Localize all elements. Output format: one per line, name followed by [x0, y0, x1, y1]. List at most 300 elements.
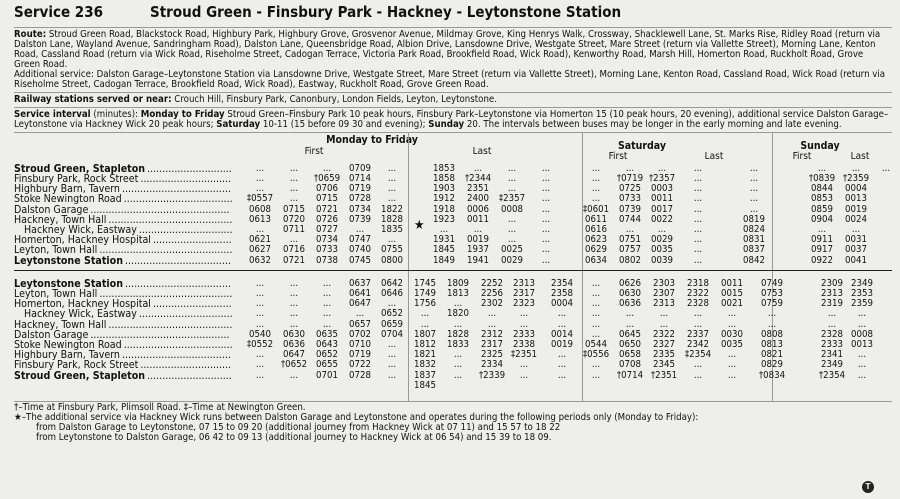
empty-cell: ...: [541, 203, 551, 215]
time-cell: 1923: [433, 213, 455, 225]
time-cell: 2341: [821, 349, 843, 361]
time-cell: 0711: [283, 223, 305, 235]
leader-dots: ....................................: [121, 349, 231, 362]
time-cell: 1912: [433, 193, 455, 205]
time-cell: 1756: [414, 298, 436, 310]
time-cell: 0842: [743, 254, 765, 266]
interval-sun-text: 20. The intervals between buses may be longer in the early morning and late evening.: [466, 118, 842, 130]
time-cell: 0751: [619, 234, 641, 246]
time-cell: 2318: [687, 277, 709, 289]
empty-cell: ...: [749, 162, 759, 174]
stop-name: Stroud Green, Stapleton: [14, 369, 146, 382]
empty-cell: ...: [693, 172, 703, 184]
time-cell: 0755: [381, 244, 403, 256]
stop-name: Highbury Barn, Tavern: [14, 183, 120, 196]
empty-cell: ...: [727, 308, 737, 320]
empty-cell: ...: [322, 287, 332, 299]
leader-dots: ............................: [147, 162, 232, 175]
empty-cell: ...: [693, 308, 703, 320]
time-cell: 1749: [414, 287, 436, 299]
time-cell: 2313: [653, 298, 675, 310]
time-cell: 1821: [414, 349, 436, 361]
time-cell: 1813: [447, 287, 469, 299]
time-cell: 2335: [653, 349, 675, 361]
time-cell: 0011: [721, 277, 743, 289]
time-cell: 0728: [349, 193, 371, 205]
empty-cell: ...: [387, 162, 397, 174]
time-cell: 0813: [761, 338, 783, 350]
empty-cell: ...: [857, 359, 867, 371]
time-cell: 0714: [349, 172, 371, 184]
time-cell: 0643: [316, 338, 338, 350]
footnote-star: ★–The additional service via Hackney Wick runs between Dalston Garage and Leytonstone and operates during the following periods only (Monday to Friday):: [14, 411, 699, 423]
time-cell: 2342: [687, 338, 709, 350]
empty-cell: ...: [591, 308, 601, 320]
time-cell: 0808: [761, 328, 783, 340]
rail-section: [14, 93, 892, 108]
time-cell: 0721: [316, 203, 338, 215]
empty-cell: ...: [439, 223, 449, 235]
additional-service-star: ★: [414, 217, 425, 233]
time-cell: 1858: [433, 172, 455, 184]
time-cell: 2252: [481, 277, 503, 289]
time-cell: 0753: [761, 287, 783, 299]
empty-cell: ...: [507, 183, 517, 195]
sat-first-label: First: [608, 150, 628, 162]
time-cell: 0745: [349, 254, 371, 266]
time-cell: 2309: [821, 277, 843, 289]
time-cell: 0019: [551, 338, 573, 350]
mf-last-label: Last: [472, 145, 492, 157]
leader-dots: ...............................: [138, 308, 233, 321]
empty-cell: ...: [387, 298, 397, 310]
time-cell: 0652: [316, 349, 338, 361]
time-cell: 0658: [619, 349, 641, 361]
empty-cell: ...: [541, 193, 551, 205]
time-cell: 2307: [653, 287, 675, 299]
time-cell: 0015: [721, 287, 743, 299]
time-cell: 0630: [619, 287, 641, 299]
empty-cell: ...: [541, 244, 551, 256]
group-header-sun: Sunday: [800, 139, 840, 152]
time-cell: 0008: [501, 203, 523, 215]
time-cell: 2358: [551, 287, 573, 299]
time-cell: 0747: [349, 234, 371, 246]
stop-name: Dalston Garage: [14, 328, 89, 341]
time-cell: 0734: [349, 203, 371, 215]
empty-cell: ...: [541, 254, 551, 266]
logo-icon: T: [862, 481, 874, 493]
empty-cell: ...: [657, 162, 667, 174]
interval-mf-label: Monday to Friday: [140, 108, 225, 120]
footnotes: [14, 402, 892, 443]
empty-cell: ...: [255, 308, 265, 320]
time-cell: 0725: [619, 183, 641, 195]
interval-mf-text: Stroud Green–Finsbury Park 10 peak hours, Finsbury Park–Leytonstone via Homerton 15 (10 peak hours, 20 evening), additional service Dalston Garage–Leytonstone via Hackney Wick 20 peak hours;: [14, 108, 889, 130]
time-cell: 0613: [249, 213, 271, 225]
time-cell: 1832: [414, 359, 436, 371]
time-cell: 2256: [481, 287, 503, 299]
divider: [408, 133, 409, 401]
leader-dots: ..........................: [152, 298, 232, 311]
time-cell: 0917: [811, 244, 833, 256]
empty-cell: ...: [693, 162, 703, 174]
time-cell: 0744: [619, 213, 641, 225]
time-cell: 1822: [381, 203, 403, 215]
time-cell: 1812: [414, 338, 436, 350]
empty-cell: ...: [453, 349, 463, 361]
empty-cell: ...: [727, 349, 737, 361]
route-section: [14, 28, 892, 93]
interval-unit: (minutes):: [93, 108, 138, 120]
stop-name: Hackney, Town Hall: [14, 213, 107, 226]
time-cell: 0657: [349, 318, 371, 330]
empty-cell: ...: [289, 308, 299, 320]
time-cell: 0709: [349, 162, 371, 174]
time-cell: 0645: [619, 328, 641, 340]
time-cell: 0626: [619, 277, 641, 289]
time-cell: 0719: [349, 349, 371, 361]
additional-service-text: Additional service: Dalston Garage–Leytonstone Station via Lansdowne Drive, Westgate Street, Mare Street (return via Vallette Street), Morning Lane, Kenton Road, Cassland Road, Wick Road (return via Riseholme Street, Cadogan Terrace, Brookfield Road, Wick Road), Eastway, Ruckholt Road, Grove Green Road.: [14, 68, 886, 90]
time-cell: 2354: [551, 277, 573, 289]
leader-dots: .........................................: [108, 318, 233, 331]
empty-cell: ...: [591, 172, 601, 184]
time-cell: 0702: [349, 328, 371, 340]
empty-cell: ...: [507, 162, 517, 174]
time-cell: ‡2354: [684, 349, 712, 361]
stop-name: Hackney, Town Hall: [14, 318, 107, 331]
time-cell: 0636: [619, 298, 641, 310]
time-cell: 1837: [414, 369, 436, 381]
time-cell: 1807: [414, 328, 436, 340]
stop-name: Leyton, Town Hall: [14, 287, 98, 300]
empty-cell: ...: [749, 183, 759, 195]
time-cell: 0829: [761, 359, 783, 371]
time-cell: 0831: [743, 234, 765, 246]
empty-cell: ...: [749, 193, 759, 205]
stop-name: Leyton, Town Hall: [14, 244, 98, 257]
time-cell: 2317: [513, 287, 535, 299]
empty-cell: ...: [541, 213, 551, 225]
empty-cell: ...: [659, 308, 669, 320]
empty-cell: ...: [507, 234, 517, 246]
empty-cell: ...: [255, 183, 265, 195]
time-cell: 0031: [845, 234, 867, 246]
empty-cell: ...: [487, 308, 497, 320]
empty-cell: ...: [625, 308, 635, 320]
time-cell: 2319: [821, 298, 843, 310]
route-title: Stroud Green - Finsbury Park - Hackney - Leytonstone Station: [150, 3, 622, 21]
empty-cell: ...: [289, 234, 299, 246]
time-cell: 0853: [811, 193, 833, 205]
leader-dots: ..............................................: [90, 328, 230, 341]
time-cell: 0544: [585, 338, 607, 350]
empty-cell: ...: [541, 183, 551, 195]
empty-cell: ...: [255, 277, 265, 289]
time-cell: 0611: [585, 213, 607, 225]
stop-name: Hackney Wick, Eastway: [24, 308, 137, 321]
time-cell: 0632: [249, 254, 271, 266]
empty-cell: ...: [387, 172, 397, 184]
time-cell: 0802: [619, 254, 641, 266]
empty-cell: ...: [519, 308, 529, 320]
time-cell: 0800: [381, 254, 403, 266]
time-cell: 1828: [447, 328, 469, 340]
leader-dots: ..............................................: [90, 203, 230, 216]
time-cell: †2344: [464, 172, 492, 184]
empty-cell: ...: [557, 308, 567, 320]
time-cell: 0013: [851, 338, 873, 350]
time-cell: 1853: [433, 162, 455, 174]
empty-cell: ...: [289, 183, 299, 195]
time-cell: 0647: [283, 349, 305, 361]
time-cell: †0719: [616, 172, 644, 184]
time-cell: 0035: [651, 244, 673, 256]
time-cell: 1849: [433, 254, 455, 266]
time-cell: 0739: [619, 203, 641, 215]
empty-cell: ...: [289, 172, 299, 184]
empty-cell: ...: [387, 234, 397, 246]
stop-name: Stroud Green, Stapleton: [14, 162, 146, 175]
time-cell: 0726: [316, 213, 338, 225]
route-text: Stroud Green Road, Blackstock Road, Highbury Park, Highbury Grove, Grosvenor Avenue, Mildmay Grove, King Henrys Walk, Crossway, Shacklewell Lane, St. Marks Rise, Ridley Road (return via Dalston Lane, Wayland Avenue, Sandringham Road), Dalston Lane, Queensbridge Road, Albion Drive, Lansdowne Drive, Westgate Street, Mare Street (return via Vallette Street), Morning Lane, Kenton Road, Cassland Road (return via Wick Road, Riseholme Street, Cadogan Terrace, Victoria Park Road, Brookfield Road, Wick Road), Kenworthy Road, Marsh Hill, Homerton Road, Ruckholt Road, Grove Green Road.: [14, 29, 881, 70]
time-cell: 0844: [811, 183, 833, 195]
time-cell: 0623: [585, 234, 607, 246]
time-cell: 2323: [513, 298, 535, 310]
empty-cell: ...: [693, 369, 703, 381]
time-cell: 0655: [316, 359, 338, 371]
time-cell: 1937: [467, 244, 489, 256]
time-cell: 0008: [851, 328, 873, 340]
stop-name: Homerton, Hackney Hospital: [14, 234, 151, 247]
empty-cell: ...: [851, 223, 861, 235]
time-cell: 0014: [551, 328, 573, 340]
empty-cell: ...: [557, 359, 567, 371]
time-cell: 0011: [467, 213, 489, 225]
empty-cell: ...: [487, 318, 497, 330]
time-cell: 0710: [349, 338, 371, 350]
time-cell: 2328: [821, 328, 843, 340]
time-cell: 0629: [585, 244, 607, 256]
empty-cell: ...: [453, 359, 463, 371]
leader-dots: ............................: [147, 369, 232, 382]
time-cell: 0039: [651, 254, 673, 266]
empty-cell: ...: [693, 244, 703, 256]
time-cell: 0630: [283, 328, 305, 340]
empty-cell: ...: [255, 349, 265, 361]
empty-cell: ...: [881, 162, 891, 174]
empty-cell: ...: [255, 172, 265, 184]
empty-cell: ...: [591, 298, 601, 310]
time-cell: 0739: [349, 213, 371, 225]
time-cell: 0706: [316, 183, 338, 195]
empty-cell: ...: [322, 308, 332, 320]
direction-divider: [14, 270, 892, 271]
empty-cell: ...: [387, 349, 397, 361]
empty-cell: ...: [289, 369, 299, 381]
empty-cell: ...: [453, 369, 463, 381]
empty-cell: ...: [322, 162, 332, 174]
stop-name: Leytonstone Station: [14, 254, 123, 267]
sun-first-label: First: [792, 150, 812, 162]
empty-cell: ...: [727, 369, 737, 381]
empty-cell: ...: [519, 359, 529, 371]
sun-last-label: Last: [850, 150, 870, 162]
stop-name: Leytonstone Station: [14, 277, 123, 290]
time-cell: 0635: [316, 328, 338, 340]
empty-cell: ...: [322, 277, 332, 289]
empty-cell: ...: [507, 223, 517, 235]
time-cell: 0819: [743, 213, 765, 225]
empty-cell: ...: [591, 287, 601, 299]
stop-name: Finsbury Park, Rock Street: [14, 172, 139, 185]
empty-cell: ...: [591, 328, 601, 340]
time-cell: 0634: [585, 254, 607, 266]
empty-cell: ...: [322, 318, 332, 330]
empty-cell: ...: [625, 318, 635, 330]
leader-dots: ....................................: [123, 193, 233, 206]
time-cell: 1828: [381, 213, 403, 225]
empty-cell: ...: [749, 172, 759, 184]
time-cell: 2351: [467, 183, 489, 195]
time-cell: 2349: [851, 277, 873, 289]
time-cell: 2338: [513, 338, 535, 350]
empty-cell: ...: [693, 254, 703, 266]
empty-cell: ...: [857, 369, 867, 381]
time-cell: 0715: [283, 203, 305, 215]
rail-label: Railway stations served or near:: [14, 93, 172, 105]
time-cell: 0728: [349, 369, 371, 381]
time-cell: 0646: [381, 287, 403, 299]
time-cell: 0922: [811, 254, 833, 266]
leader-dots: ..............................: [140, 359, 232, 372]
empty-cell: ...: [851, 162, 861, 174]
time-cell: †2359: [842, 172, 870, 184]
time-cell: †0659: [313, 172, 341, 184]
footnote-outbound: from Dalston Garage to Leytonstone, 07 15 to 09 20 (additional journey from Hackney Wick at 07 11) and 15 57 to 18 22: [36, 421, 561, 433]
leader-dots: ..........................: [152, 234, 232, 247]
empty-cell: ...: [289, 277, 299, 289]
empty-cell: ...: [557, 349, 567, 361]
empty-cell: ...: [541, 162, 551, 174]
time-cell: 2317: [481, 338, 503, 350]
time-cell: 0727: [316, 223, 338, 235]
leader-dots: ....................................: [123, 338, 233, 351]
interval-label: Service interval: [14, 108, 91, 120]
empty-cell: ...: [693, 203, 703, 215]
stop-name: Stoke Newington Road: [14, 193, 122, 206]
empty-cell: ...: [541, 172, 551, 184]
rail-text: Crouch Hill, Finsbury Park, Canonbury, London Fields, Leyton, Leytonstone.: [174, 93, 497, 105]
time-cell: 0642: [381, 277, 403, 289]
time-cell: 2322: [687, 287, 709, 299]
leader-dots: .........................................: [108, 213, 233, 226]
empty-cell: ...: [289, 318, 299, 330]
group-header-mf: Monday to Friday: [326, 133, 418, 146]
empty-cell: ...: [857, 308, 867, 320]
time-cell: 0037: [845, 244, 867, 256]
time-cell: 0019: [845, 203, 867, 215]
time-cell: 2303: [653, 277, 675, 289]
time-cell: †0834: [758, 369, 786, 381]
interval-sat-text: 10-11 (15 before 09 30 and evening);: [262, 118, 426, 130]
empty-cell: ...: [817, 223, 827, 235]
time-cell: 0637: [349, 277, 371, 289]
time-cell: 0650: [619, 338, 641, 350]
leader-dots: ............................................: [99, 244, 233, 257]
time-cell: †0839: [808, 172, 836, 184]
footnote-inbound: from Leytonstone to Dalston Garage, 06 42 to 09 13 (additional journey to Hackney Wick at 06 54) and 15 39 to 18 09.: [36, 431, 552, 443]
time-cell: 0013: [845, 193, 867, 205]
time-cell: 2328: [687, 298, 709, 310]
time-cell: 1845: [433, 244, 455, 256]
mf-first-label: First: [304, 145, 324, 157]
stop-name: Finsbury Park, Rock Street: [14, 359, 139, 372]
empty-cell: ...: [727, 318, 737, 330]
empty-cell: ...: [625, 162, 635, 174]
leader-dots: ...................................: [125, 277, 231, 290]
empty-cell: ...: [255, 287, 265, 299]
empty-cell: ...: [519, 369, 529, 381]
empty-cell: ...: [693, 193, 703, 205]
time-cell: 0733: [619, 193, 641, 205]
stop-name: Stoke Newington Road: [14, 338, 122, 351]
leader-dots: ...................................: [125, 254, 231, 267]
time-cell: 0734: [316, 234, 338, 246]
empty-cell: ...: [473, 162, 483, 174]
time-cell: †2354: [818, 369, 846, 381]
time-cell: ‡2357: [498, 193, 526, 205]
empty-cell: ...: [255, 369, 265, 381]
time-cell: 0733: [316, 244, 338, 256]
footnote-symbols: †–Time at Finsbury Park, Plimsoll Road. ‡–Time at Newington Green.: [14, 401, 306, 413]
time-cell: †0652: [280, 359, 308, 371]
empty-cell: ...: [591, 183, 601, 195]
empty-cell: ...: [557, 369, 567, 381]
time-cell: ‡0601: [582, 203, 610, 215]
time-cell: 2337: [687, 328, 709, 340]
time-cell: 0821: [761, 349, 783, 361]
stop-name: Homerton, Hackney Hospital: [14, 298, 151, 311]
time-cell: 0029: [651, 234, 673, 246]
time-cell: †2339: [478, 369, 506, 381]
empty-cell: ...: [473, 223, 483, 235]
time-cell: 0641: [349, 287, 371, 299]
empty-cell: ...: [767, 308, 777, 320]
empty-cell: ...: [289, 287, 299, 299]
empty-cell: ...: [387, 193, 397, 205]
time-cell: 2349: [821, 359, 843, 371]
time-cell: 0041: [845, 254, 867, 266]
time-cell: 0722: [349, 359, 371, 371]
time-cell: 0025: [501, 244, 523, 256]
time-cell: 0720: [283, 213, 305, 225]
time-cell: 0837: [743, 244, 765, 256]
time-cell: 2345: [653, 359, 675, 371]
empty-cell: ...: [767, 318, 777, 330]
empty-cell: ...: [453, 298, 463, 310]
empty-cell: ...: [255, 298, 265, 310]
time-cell: 0003: [651, 183, 673, 195]
empty-cell: ...: [693, 359, 703, 371]
empty-cell: ...: [255, 223, 265, 235]
time-cell: 0636: [283, 338, 305, 350]
time-cell: 1918: [433, 203, 455, 215]
service-number: Service 236: [14, 3, 103, 21]
time-cell: 0022: [651, 213, 673, 225]
empty-cell: ...: [387, 338, 397, 350]
time-cell: 0030: [721, 328, 743, 340]
